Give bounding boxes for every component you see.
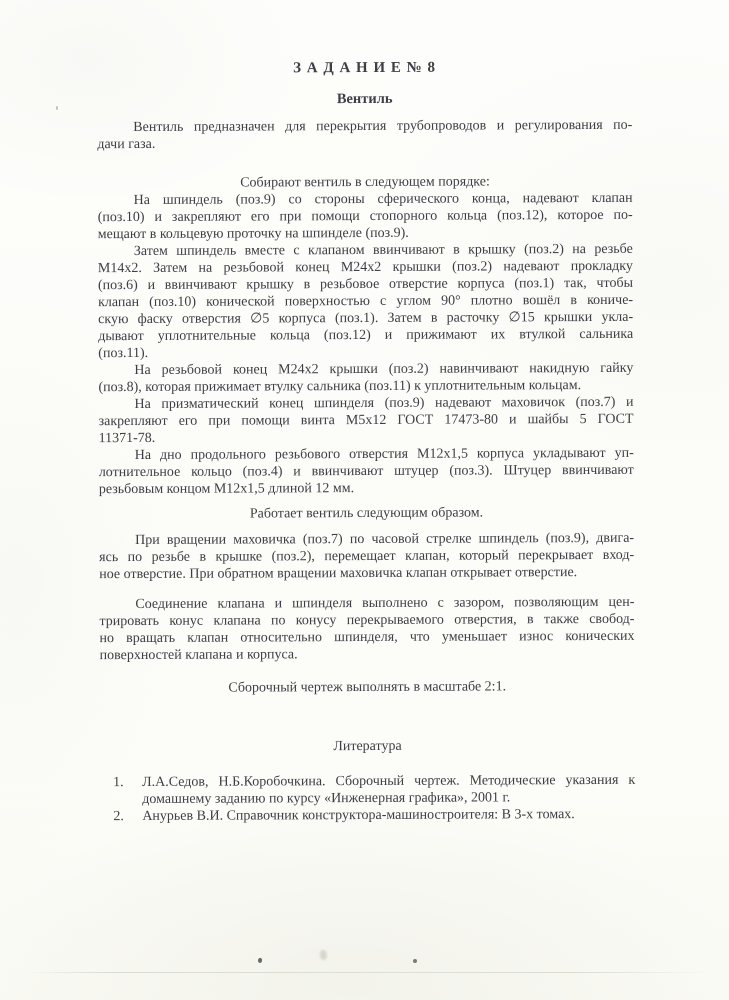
text-line: Соединение клапана и шпинделя выполнено с зазором, позволяющим цен-	[135, 594, 635, 613]
text-line: мещают в кольцевую проточку на шпинделе (поз.9).	[97, 225, 409, 243]
paragraph-clearance	[99, 594, 634, 664]
document-subtitle: Вентиль	[336, 90, 393, 108]
operation-heading: Работает вентиль следующим образом.	[249, 505, 484, 522]
text-line: резьбовым концом М12х1,5 длиной 12 мм.	[98, 481, 355, 498]
text-line: скую фаску отверстия ∅5 корпуса (поз.1). Затем в расточку ∅15 крышки укла-	[98, 309, 634, 328]
scan-speck	[56, 106, 58, 110]
text-line: Вентиль предназначен для перекрытия трубопроводов и регулирования по-	[133, 117, 633, 136]
text-line: Анурьев В.И. Справочник конструктора-машиностроителя: В 3-х томах.	[142, 807, 575, 824]
text-line: Затем шпиндель вместе с клапаном ввинчивают в крышку (поз.2) на резьбе	[133, 241, 633, 260]
assignment-title: З А Д А Н И Е № 8	[293, 59, 436, 77]
literature-item-number: 1.	[113, 775, 124, 791]
text-line: закрепляют его при помощи винта М5х12 ГОСТ 17473-80 и шайбы 5 ГОСТ	[98, 411, 634, 430]
literature-heading: Литература	[333, 738, 402, 755]
text-line: Л.А.Седов, Н.Б.Коробочкина. Сборочный чертеж. Методические указания к	[142, 772, 636, 790]
text-line: но вращать клапан относительно шпинделя, что уменьшает износ конических	[99, 628, 635, 647]
paragraph-fitting	[99, 445, 634, 498]
text-line: трировать конус клапана по конусу перекрываемого отверстия, в также свобод-	[99, 611, 635, 630]
paragraph-rotation	[99, 530, 634, 583]
paragraph-intro	[97, 117, 632, 153]
text-line: На резьбовой конец М24х2 крышки (поз.2) навинчивают накидную гайку	[134, 360, 634, 379]
text-line: На дно продольного резьбового отверстия М12х1,5 корпуса укладывают уп-	[134, 445, 634, 464]
literature-item-text	[142, 806, 635, 825]
paragraph-handwheel	[98, 394, 633, 447]
text-line: 11371-78.	[98, 430, 156, 447]
text-line: лотнительное кольцо (поз.4) и ввинчивают штуцер (поз.3). Штуцер ввинчивают	[98, 462, 634, 481]
text-line: ясь по резьбе в крышке (поз.2), перемещает клапан, который перекрывает вход-	[99, 547, 635, 566]
literature-item-number: 2.	[113, 809, 124, 825]
text-line: дачи газа.	[97, 136, 156, 153]
assembly-order-heading: Собирают вентиль в следующем порядке:	[240, 174, 490, 191]
literature-item-text	[142, 772, 635, 808]
literature-list	[100, 772, 635, 825]
document-content	[97, 59, 635, 825]
text-line: клапан (поз.10) конической поверхностью с углом 90° плотно вошёл в кониче-	[98, 292, 634, 311]
text-line: (поз.11).	[98, 345, 149, 362]
scan-speck	[413, 959, 417, 963]
text-line: (поз.8), которая прижимает втулку сальника (поз.11) к уплотнительным кольцам.	[98, 378, 582, 396]
text-line: поверхностей клапана и корпуса.	[99, 647, 298, 664]
text-line: дывают уплотнительные кольца (поз.12) и прижимают их втулкой сальника	[98, 326, 634, 345]
literature-item-1	[100, 772, 635, 808]
paragraph-union-nut	[98, 360, 633, 396]
text-line: На призматический конец шпинделя (поз.9) надевают маховичок (поз.7) и	[134, 394, 634, 413]
literature-item-2	[100, 806, 635, 825]
text-line: домашнему заданию по курсу «Инженерная графика», 2001 г.	[142, 790, 511, 807]
text-line: (поз.6) и ввинчивают крышку в резьбовое отверстие корпуса (поз.1) так, чтобы	[97, 275, 634, 294]
text-line: (поз.10) и закрепляют его при помощи стопорного кольца (поз.12), которое по-	[97, 207, 633, 226]
scan-smudge	[320, 950, 327, 960]
scan-line-artifact	[25, 972, 711, 973]
text-line: На шпиндель (поз.9) со стороны сферического конца, надевают клапан	[133, 190, 633, 209]
text-line: ное отверстие. При обратном вращении маховичка клапан открывает отверстие.	[99, 565, 578, 583]
paragraph-spindle-assembly	[98, 190, 633, 243]
text-line: М14х2. Затем на резьбовой конец М24х2 крышки (поз.2) надевают прокладку	[97, 258, 633, 277]
text-line: При вращении маховичка (поз.7) по часовой стрелке шпиндель (поз.9), двига-	[135, 530, 635, 549]
paragraph-cover-assembly	[98, 241, 634, 362]
scan-speck	[258, 958, 262, 963]
drawing-scale-note: Сборочный чертеж выполнять в масштабе 2:1.	[228, 679, 507, 696]
